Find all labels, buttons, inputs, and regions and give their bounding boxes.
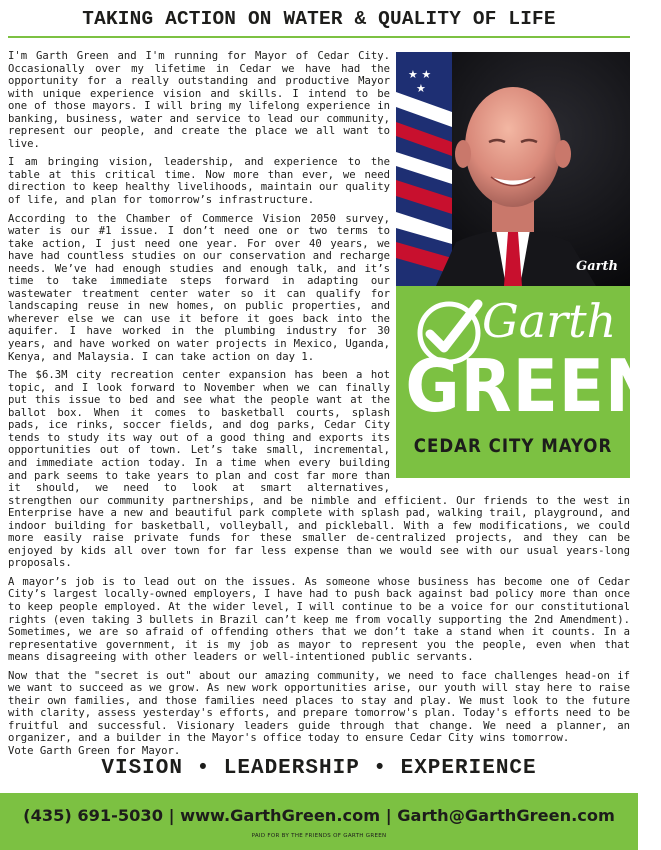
headline-divider bbox=[8, 36, 630, 38]
closing-line: Vote Garth Green for Mayor. bbox=[8, 744, 181, 757]
svg-text:★ ★: ★ ★ bbox=[408, 68, 432, 81]
body-paragraph: A mayor’s job is to lead out on the issues. As someone whose business has become one of Cedar City’s largest locally-owned employers, I have had to push back against bad policy more than once to keep people employed. At the wider level, I will continue to be a voice for our constitutional rights (even taking 3 bullets in Brazil can’t keep me from vocally supporting the 2nd Amendment). Sometimes, we are so afraid of offending others that we don’t take a stand when it counts. In a representative government, it is my job as mayor to represent you the people, even when that means disagreeing with other leaders or well-intentioned public servants. bbox=[8, 575, 630, 664]
flyer-body bbox=[8, 50, 661, 758]
photo-signature: Garth bbox=[576, 259, 618, 274]
body-paragraph: Now that the "secret is out" about our amazing community, we need to face challenges head-on if we want to succeed as we grow. As new work opportunities arise, our youth will stay here to raise their own families, and those families need places to stay and play. We must look to the future with clarity, assess yesterday's efforts, and prepare tomorrow's plan. Today's efforts need to be fruitful and successful. Visionary leaders guide through that change. We need a planner, an organizer, and a builder in the Mayor's office today to ensure Cedar City wins tomorrow. bbox=[8, 669, 630, 745]
logo-first-name: Garth bbox=[482, 294, 617, 348]
flyer-headline: TAKING ACTION ON WATER & QUALITY OF LIFE bbox=[82, 8, 556, 30]
logo-office-title: CEDAR CITY MAYOR bbox=[413, 436, 613, 457]
logo-last-name: GREEN bbox=[405, 344, 661, 428]
paid-for-disclaimer: PAID FOR BY THE FRIENDS OF GARTH GREEN bbox=[251, 833, 387, 839]
body-paragraph: I'm Garth Green and I'm running for Mayor of Cedar City. Occasionally over my lifetime in Cedar we have had the opportunity for a really outstanding and productive Mayor with unique experience vision and skills. I intend to be one of those mayors. I will bring my lifelong experience in banking, business, water and service to lead our community, represent our people, and create the place we all want to live. bbox=[8, 50, 390, 150]
image-column-spacer bbox=[390, 50, 661, 486]
campaign-slogan: VISION • LEADERSHIP • EXPERIENCE bbox=[101, 757, 537, 780]
footer-bar bbox=[0, 793, 638, 850]
body-paragraph: I am bringing vision, leadership, and experience to the table at this critical time. Now more than ever, we need direction to keep healthy livelihoods, maintain our quality of life, and plan for tomorrow’s infrastructure. bbox=[8, 156, 390, 207]
contact-line: (435) 691-5030 | www.GarthGreen.com | Garth@GarthGreen.com bbox=[23, 806, 615, 825]
svg-text:★: ★ bbox=[416, 82, 426, 95]
body-paragraph: The $6.3M city recreation center expansion has been a hot topic, and I look forward to November when we can finally put this issue to bed and see what the people want at the ballot box. When it comes to basketball courts, splash pads, ice rinks, soccer fields, and dog parks, Cedar City tends to study its way out of a good thing and exports its opportunities out of town. Let’s take small, incremental, and immediate action today. In a time when every building and park seems to take years to plan and cost far more than it should, we need to look at smart alternatives, strengthen our community partnerships, and be nimble and efficient. Our friends to the west in Enterprise have a new and beautiful park complete with splash pad, walking trail, playground, and indoor building for basketball, volleyball, and pickleball. With a few modifications, we could more easily raise private funds for these smaller de-centralized projects, and they can be enjoyed by kids all over town for far less expense than we would see with our usual years-long proposals. bbox=[8, 369, 630, 570]
body-paragraph: According to the Chamber of Commerce Vision 2050 survey, water is our #1 issue. I don’t need one or two terms to take action, I just need one year. For over 40 years, we have had countless studies on our conservation and recharge needs. We’ve had enough studies and enough talk, and it’s time to take immediate steps forward in adapting our wastewater treatment center water so it can qualify for landscaping reuse in new homes, on public properties, and wherever else we can use it before it goes back into the aquifer. I have worked in the plumbing industry for 30 years, and have worked on water projects in Mexico, Uganda, Kenya, and Malaysia. I can take action on day 1. bbox=[8, 212, 390, 363]
